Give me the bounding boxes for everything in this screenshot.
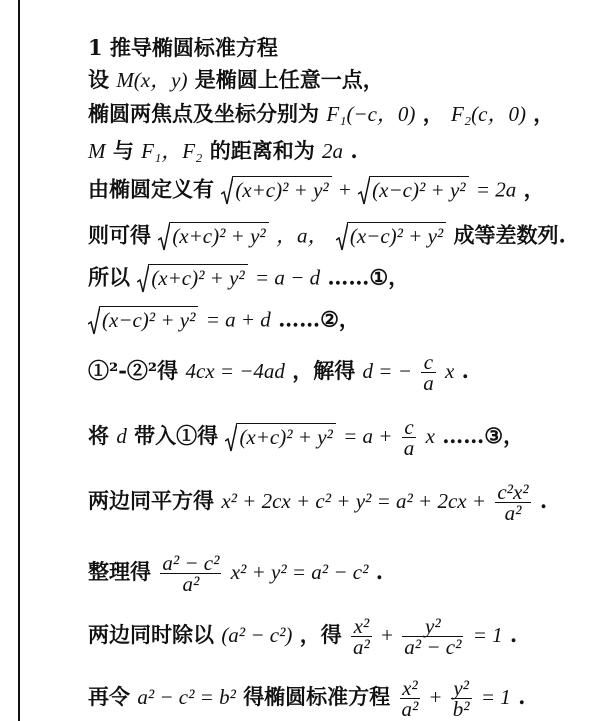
line-1 [88, 67, 384, 93]
eq-a-plus-d: = a + d [205, 307, 271, 332]
sqrt-plus-4-radicand: (x+c)² + y² [237, 423, 335, 453]
line-3-text-c: . [350, 138, 358, 163]
sqrt-minus-radicand: (x−c)² + y² [370, 176, 468, 206]
sqrt-plus-3 [137, 264, 247, 294]
plus-sign-2: + [429, 685, 442, 709]
sqrt-plus [221, 176, 331, 206]
line-8-text-a: ①²-②²得 [88, 358, 179, 383]
section-title [88, 35, 278, 61]
sqrt-minus-2-radicand: (x−c)² + y² [348, 222, 446, 252]
paren-a2-c2: (a² − c²) [221, 623, 293, 647]
focus-F1: F₁(−c，0) [326, 102, 416, 126]
sqrt-plus-radicand: (x+c)² + y² [233, 176, 331, 206]
foci-F1-F2: F₁，F₂ [141, 139, 203, 163]
sqrt-plus-4 [225, 423, 335, 453]
line-13-text-c: . [518, 684, 526, 709]
term-a: ，a， [276, 223, 329, 248]
line-9-text-c: ……③， [442, 423, 525, 448]
frac-den-4: a² [182, 572, 200, 596]
line-5-text-a: 则可得 [88, 222, 151, 248]
line-13-text-a: 再令 [88, 684, 130, 709]
page-left-border [18, 0, 20, 721]
frac-y2-over-b2 [451, 678, 472, 719]
plus-sign: + [381, 623, 393, 647]
line-2-text-b: ， [422, 101, 444, 126]
frac-x2-over-a2 [351, 616, 372, 657]
sum-2a: 2a [322, 139, 344, 163]
line-3 [88, 138, 358, 164]
line-1-text-a: 设 [88, 67, 109, 92]
line-11 [88, 553, 383, 594]
line-4-text-b: ， [523, 176, 545, 202]
line-13-text-b: 得椭圆标准方程 [243, 684, 391, 709]
frac-den-6: a² − c² [404, 635, 462, 659]
point-M-2: M [88, 139, 106, 163]
section-title-text: 1 推导椭圆标准方程 [88, 35, 278, 60]
line-3-text-a: 与 [112, 138, 134, 163]
frac-num-3: c²x² [497, 480, 529, 504]
line-5-text-b: 成等差数列. [453, 222, 566, 248]
line-2 [88, 101, 554, 127]
eq-x2-y2: x² + y² = a² − c² [230, 560, 369, 584]
line-11-text-a: 整理得 [88, 559, 151, 584]
line-12-text-a: 两边同时除以 [88, 622, 214, 647]
line-8-text-c: . [461, 358, 469, 383]
eq-square-left: x² + 2cx + c² + y² = a² + 2cx + [221, 489, 487, 513]
line-10-text-b: . [539, 488, 548, 513]
frac-num-4: a² − c² [162, 551, 220, 575]
sqrt-plus-2 [158, 222, 268, 252]
frac-den-2: a [403, 436, 415, 460]
frac-num-7: x² [400, 678, 421, 699]
line-9-text-b: 带入①得 [134, 423, 219, 448]
line-6-text-b: ……①， [327, 264, 410, 290]
sqrt-minus-2 [336, 222, 446, 252]
line-2-text-c: ， [533, 101, 555, 126]
frac-den-3: a² [504, 501, 522, 525]
frac-den-8: b² [452, 697, 470, 721]
line-5 [88, 222, 566, 252]
sqrt-minus-3-radicand: (x−c)² + y² [100, 306, 198, 336]
sqrt-minus-3 [88, 306, 198, 336]
eq-2a: = 2a [475, 177, 517, 202]
line-12-text-b: ，得 [299, 622, 342, 647]
line-10 [88, 482, 547, 523]
line-6-text-a: 所以 [88, 264, 130, 290]
frac-num: c [421, 352, 436, 373]
line-3-text-b: 的距离和为 [209, 138, 315, 163]
frac-num-2: c [402, 417, 417, 438]
frac-den: a [423, 371, 434, 395]
line-4: 由椭圆定义有 (x+c)² + y² + (x−c)² + y² = 2a ， [88, 176, 545, 206]
line-7-text-b: ……②， [278, 306, 360, 332]
frac-c-over-a-2 [402, 417, 417, 458]
d-eq: d = − [362, 359, 412, 383]
line-9-text-a: 将 [88, 423, 109, 448]
line-1-text-b: 是椭圆上任意一点， [194, 67, 384, 92]
frac-num-5: x² [351, 616, 372, 637]
line-6 [88, 264, 409, 294]
eq-a-minus-d: = a − d [255, 265, 321, 290]
eq-1: = 1 [472, 623, 503, 647]
eq-b2: a² − c² = b² [137, 685, 236, 709]
sqrt-plus-2-radicand: (x+c)² + y² [170, 222, 268, 252]
line-2-text-a: 椭圆两焦点及坐标分别为 [88, 101, 319, 126]
frac-num-6: y² [402, 616, 463, 637]
frac-a2c2-over-a2 [160, 553, 221, 594]
line-9 [88, 417, 524, 458]
sqrt-plus-3-radicand: (x+c)² + y² [149, 264, 247, 294]
eq-1-2: = 1 [480, 685, 511, 709]
line-4-text-a: 由椭圆定义有 [88, 176, 214, 202]
point-M: M(x，y) [116, 68, 188, 92]
frac-den-5: a² [353, 635, 370, 659]
line-12-text-c: . [509, 622, 518, 647]
line-7 [88, 306, 360, 336]
frac-c-over-a [421, 352, 436, 393]
frac-x2-over-a2-2 [400, 678, 421, 719]
eq-a-plus: = a + [343, 424, 393, 448]
frac-num-8: y² [451, 678, 472, 699]
line-8 [88, 352, 469, 393]
frac-den-7: a² [401, 697, 419, 721]
frac-c2x2-over-a2 [495, 482, 530, 523]
var-x-2: x [425, 424, 435, 448]
line-11-text-b: . [375, 559, 384, 584]
line-8-text-b: ，解得 [292, 358, 356, 383]
line-10-text-a: 两边同平方得 [88, 488, 214, 513]
var-x: x [445, 359, 455, 383]
frac-y2-over-a2c2 [402, 616, 463, 657]
line-13 [88, 678, 525, 719]
var-d: d [116, 424, 127, 448]
line-12 [88, 616, 517, 657]
focus-F2: F₂(c，0) [451, 102, 526, 126]
eq-4cx: 4cx = −4ad [185, 359, 285, 383]
sqrt-minus [358, 176, 468, 206]
